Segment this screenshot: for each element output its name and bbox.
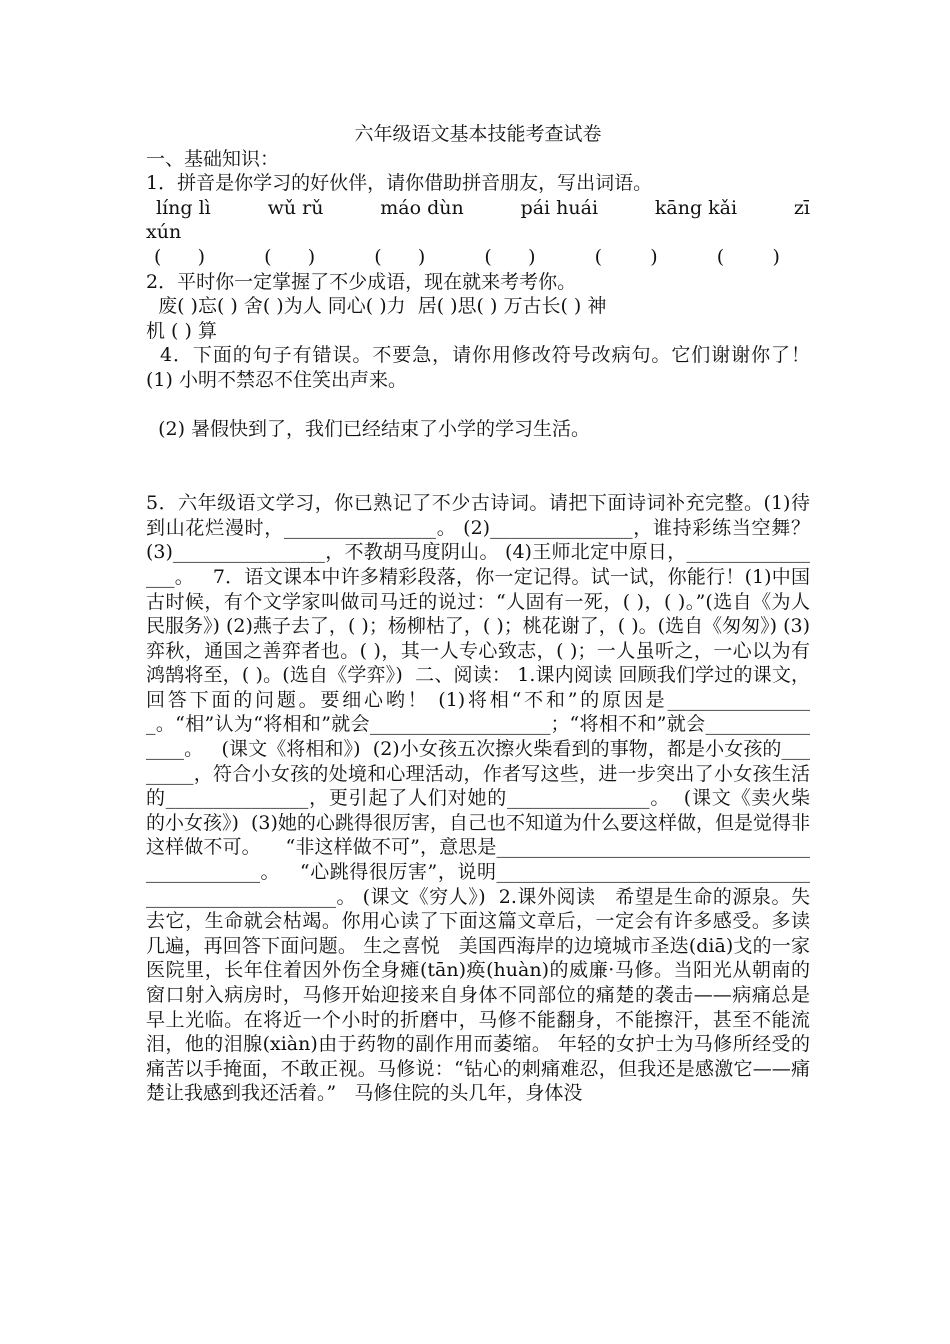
answer-blank: ( )	[154, 245, 206, 268]
question-1-prompt: 1．拼音是你学习的好伙伴，请你借助拼音朋友，写出词语。	[146, 172, 653, 195]
pinyin-word: máo dùn	[380, 196, 464, 219]
answer-blank: ( )	[594, 245, 658, 268]
answer-blank-row	[146, 245, 810, 270]
question-4-sentence-2: (2) 暑假快到了，我们已经结束了小学的学习生活。	[146, 417, 591, 440]
answer-blank: ( )	[716, 245, 780, 268]
answer-blank: ( )	[484, 245, 536, 268]
idiom-items: 废( )忘( ) 舍( )为人 同心( )力 居( )思( ) 万古长( ) 神	[146, 295, 607, 318]
pinyin-row	[146, 196, 810, 221]
section-heading-basics: 一、基础知识：	[146, 147, 280, 170]
pinyin-word: zī	[793, 196, 810, 219]
pinyin-word: líng lì	[156, 196, 211, 219]
pinyin-word: wǔ rǔ	[267, 196, 324, 219]
page-title: 六年级语文基本技能考查试卷	[354, 123, 602, 145]
pinyin-word: kāng kǎi	[654, 196, 738, 219]
idiom-items-wrap: 机 ( ) 算	[146, 319, 217, 342]
question-4-text: 4．下面的句子有错误。不要急，请你用修改符号改病句。它们谢谢你了！ (1) 小明不禁忍不住笑出声来。	[146, 344, 835, 391]
exam-page	[146, 122, 835, 1106]
question-2-prompt: 2．平时你一定掌握了不少成语，现在就来考考你。	[146, 270, 577, 293]
pinyin-wrap: xún	[146, 221, 182, 244]
answer-blank: ( )	[374, 245, 426, 268]
body-text: 5．六年级语文学习，你已熟记了不少古诗词。请把下面诗词补充完整。(1)待到山花烂漫时，________________。 (2)_______________，谁持彩练当空舞？ (3)________________，不教胡马度阴山。 (4)王师北定中原日，________________。 7．语文课本中许多精彩段落，你一定记得。试一试，你能行！(1)中国古时候，有个文学家叫做司马迁的说过：“人固有一死，( )，( )。”(选自《为人民服务》) (2)燕子去了，( )；杨柳枯了，( )；桃花谢了，( )。(选自《匆匆》) (3)弈秋，通国之善弈者也。( )，其一人专心致志，( )；一人虽听之，一心以为有鸿鹄将至，( )。(选自《学弈》) 二、阅读： 1.课内阅读 回顾我们学过的课文，回答下面的问题。要细心哟！ (1)将相“不和”的原因是________________。“相”认为“将相和”就会___________________；“将相不和”就会_______________。 (课文《将相和》) (2)小女孩五次擦火柴看到的事物，都是小女孩的________，符合小女孩的处境和心理活动，作者写这些，进一步突出了小女孩生活的_______________，更引起了人们对她的_______________。 (课文《卖火柴的小女孩》) (3)她的心跳得很厉害，自己也不知道为什么要这样做，但是觉得非这样做不可。 “非这样做不可”，意思是_____________________________________________。 “心跳得很厉害”，说明_____________________________________________________。 (课文《穷人》) 2.课外阅读 希望是生命的源泉。失去它，生命就会枯竭。你用心读了下面这篇文章后，一定会有许多感受。多读几遍，再回答下面问题。 生之喜悦 美国西海岸的边境城市圣迭(diā)戈的一家医院里，长年住着因外伤全身瘫(tān)痪(huàn)的威廉·马修。当阳光从朝南的窗口射入病房时，马修开始迎接来自身体不同部位的痛楚的袭击——病痛总是早上光临。在将近一个小时的折磨中，马修不能翻身，不能擦汗，甚至不能流泪，他的泪腺(xiàn)由于药物的副作用而萎缩。 年轻的女护士为马修所经受的痛苦以手掩面，不敢正视。马修说：“钻心的刺痛难忍，但我还是感激它——痛楚让我感到我还活着。” 马修住院的头几年，身体没	[146, 492, 817, 1105]
pinyin-word: pái huái	[520, 196, 599, 219]
answer-blank: ( )	[264, 245, 316, 268]
